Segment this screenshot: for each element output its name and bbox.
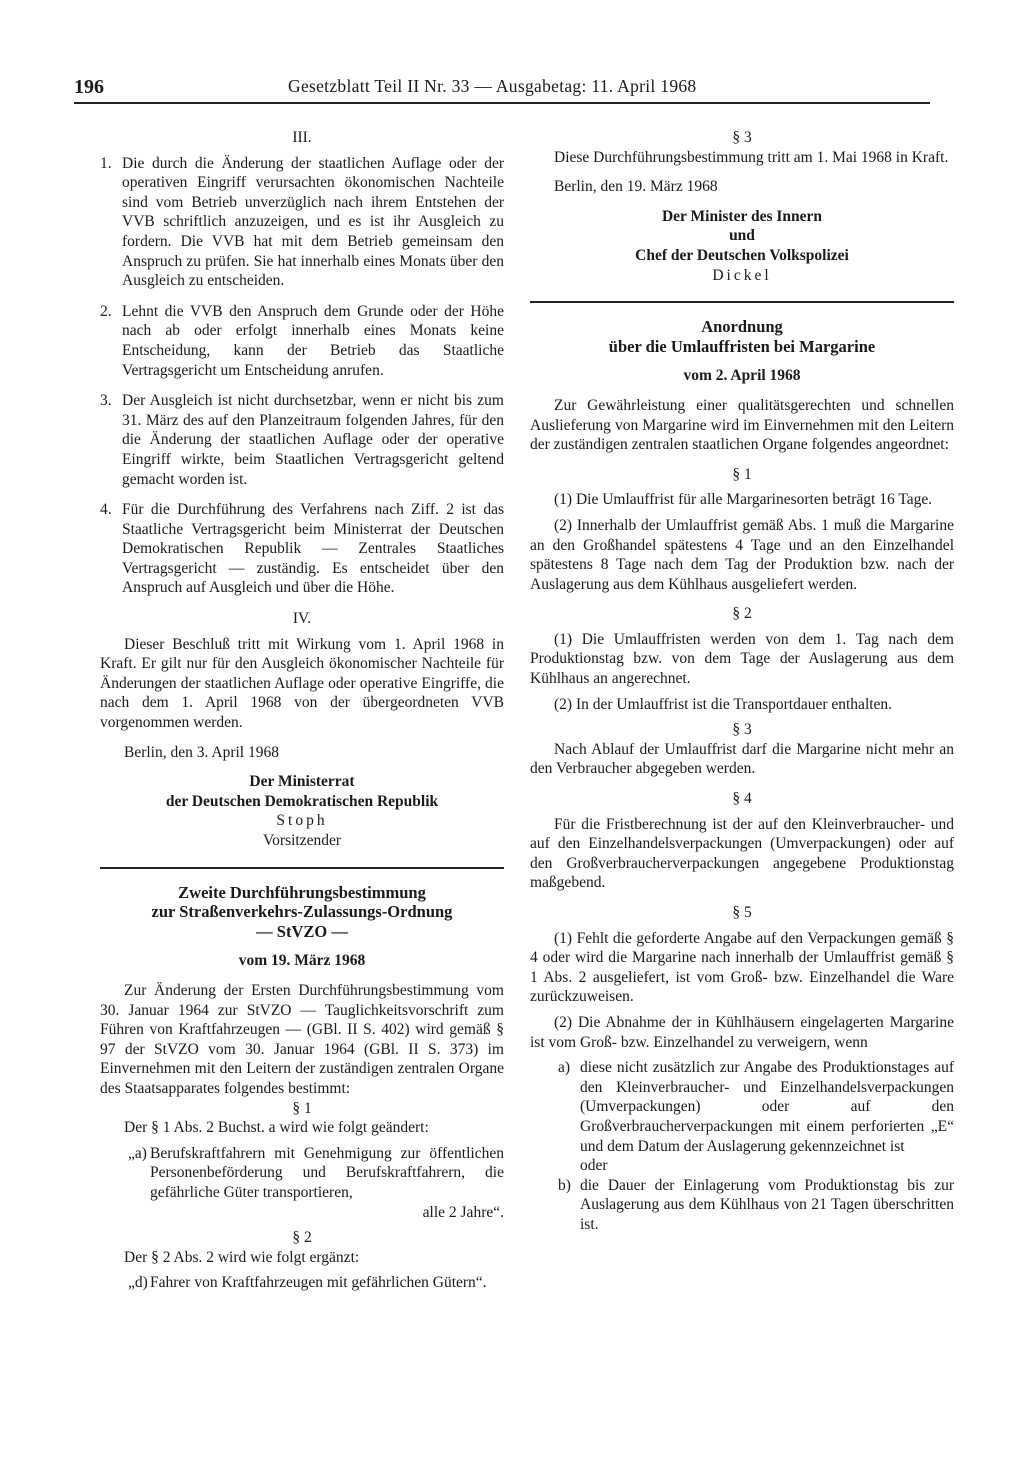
paragraph-text: Diese Durchführungsbestimmung tritt am 1. Mai 1968 in Kraft. <box>554 148 949 166</box>
document-title: — StVZO — <box>256 921 348 941</box>
item-label: b) <box>558 1176 571 1194</box>
item-number: 2. <box>100 302 112 320</box>
document-title: Zweite Durchführungsbestimmung <box>178 882 426 902</box>
paragraph-text: (1) Die Umlauffrist für alle Margarinesorten beträgt 16 Tage. <box>554 491 933 509</box>
page-header <box>74 76 930 104</box>
paragraph-sign: § 3 <box>732 721 752 739</box>
document-title: zur Straßenverkehrs-Zulassungs-Ordnung <box>151 902 453 922</box>
list-item <box>100 500 504 598</box>
item-number: 1. <box>100 154 112 172</box>
document-date: vom 19. März 1968 <box>238 952 366 970</box>
item-text: diese nicht zusätzlich zur Angabe des Produktionstages auf den Kleinverbraucher- und Einzelhandelsverpackungen (Umverpackungen) oder auf den Großverbraucherverpackungen mit einem perforierten „E“ und dem Datum der Auslagerung gekennzeichnet ist <box>580 1059 954 1155</box>
paragraph-sign: § 1 <box>732 465 752 483</box>
amendment-item <box>128 1144 504 1203</box>
signature-org: der Deutschen Demokratischen Republik <box>165 792 439 810</box>
paragraph-text: Der § 2 Abs. 2 wird wie folgt ergänzt: <box>124 1248 360 1266</box>
paragraph-text: (2) Innerhalb der Umlauffrist gemäß Abs. 1 muß die Margarine an den Großhandel spätestens 4 Tage und an den Einzelhandel spätestens 8 Tage nach dem Tag der Produktion bzw. nach der Auslagerung aus dem Kühlhaus ausgeliefert werden. <box>530 516 954 593</box>
paragraph-sign: § 3 <box>732 129 752 146</box>
item-text: die Dauer der Einlagerung vom Produktionstag bis zur Auslagerung aus dem Kühlhaus von 21 Tagen überschritten ist. <box>580 1176 954 1233</box>
document-title: Anordnung <box>701 317 783 337</box>
item-text: Der Ausgleich ist nicht durchsetzbar, wenn er nicht bis zum 31. März des auf den Planzeitraum folgenden Jahres, für den die Änderung der staatlichen Auflage oder der operative Eingriff wirkte, beim Staatlichen Vertragsgericht geltend gemacht worden ist. <box>122 392 504 488</box>
list-item <box>558 1058 954 1156</box>
place-date: Berlin, den 19. März 1968 <box>554 178 718 196</box>
section-divider <box>100 867 504 869</box>
signature-org: Der Ministerrat <box>249 773 355 791</box>
paragraph-text: (2) In der Umlauffrist ist die Transportdauer enthalten. <box>554 695 893 713</box>
signature-org: Chef der Deutschen Volkspolizei <box>635 246 849 264</box>
document-intro: Zur Gewährleistung einer qualitätsgerechten und schnellen Auslieferung von Margarine wird im Einvernehmen mit den Leitern der zuständigen zentralen staatlichen Organe folgendes angeordnet: <box>530 396 954 454</box>
conjunction: oder <box>580 1157 608 1175</box>
paragraph-text: Der § 1 Abs. 2 Buchst. a wird wie folgt geändert: <box>124 1119 429 1137</box>
section-heading-iv: IV. <box>292 610 312 628</box>
paragraph-text: (1) Fehlt die geforderte Angabe auf den Verpackungen gemäß § 4 oder wird die Margarine nach innerhalb der Umlauffrist gemäß § 1 Abs. 2 ausgeliefert, ist vom Groß- bzw. Einzelhandel die Ware zurückzuweisen. <box>530 929 954 1006</box>
signature-name: Dickel <box>712 266 772 284</box>
list-item <box>558 1176 954 1235</box>
amendment-tail: alle 2 Jahre“. <box>422 1203 504 1221</box>
item-label: a) <box>558 1059 571 1077</box>
document-intro: Zur Änderung der Ersten Durchführungsbestimmung vom 30. Januar 1964 zur StVZO — Tauglichkeitsvorschrift zum Führen von Kraftfahrzeugen — (GBl. II S. 402) wird gemäß § 97 der StVZO vom 30. Januar 1964 (GBl. II S. 373) im Einvernehmen mit den Leitern der zuständigen zentralen Organe des Staatsapparates folgendes bestimmt: <box>100 981 504 1097</box>
amendment-text: Fahrer von Kraftfahrzeugen mit gefährlichen Gütern“. <box>150 1274 487 1292</box>
paragraph-sign: § 1 <box>292 1099 312 1117</box>
amendment-label: „d) <box>128 1274 148 1292</box>
section-divider <box>530 301 954 303</box>
header-title: Gesetzblatt Teil II Nr. 33 — Ausgabetag: 11. April 1968 <box>288 76 697 96</box>
signature-org: und <box>729 227 755 245</box>
item-text: Für die Durchführung des Verfahrens nach Ziff. 2 ist das Staatliche Vertragsgericht beim Ministerrat der Deutschen Demokratischen Republik — Zentrales Staatliches Vertragsgericht — zuständig. Es entscheidet über den Anspruch auf Ausgleich und über die Höhe. <box>122 501 504 597</box>
amendment-label: „a) <box>128 1144 147 1162</box>
right-column <box>530 128 954 1235</box>
paragraph-sign: § 2 <box>732 605 752 623</box>
paragraph-text: Nach Ablauf der Umlauffrist darf die Margarine nicht mehr an den Verbraucher abgegeben werden. <box>530 740 954 778</box>
signature-title: Vorsitzender <box>262 832 342 849</box>
list-item <box>100 302 504 380</box>
section-heading-iii: III. <box>292 129 312 146</box>
paragraph-text: Für die Fristberechnung ist der auf den Kleinverbraucher- und auf den Einzelhandelsverpackungen (Umverpackungen) oder auf den Großverbraucherverpackungen angegebene Produktionstag maßgebend. <box>530 815 954 892</box>
paragraph-text: (1) Die Umlauffristen werden von dem 1. Tag nach dem Produktionstag bzw. von dem Tage der Auslagerung aus dem Kühlhaus an angerechnet. <box>530 630 954 688</box>
paragraph-sign: § 5 <box>732 904 752 921</box>
signature-org: Der Minister des Innern <box>661 207 823 225</box>
item-number: 4. <box>100 501 112 519</box>
amendment-item <box>128 1273 504 1293</box>
document-title: über die Umlauffristen bei Margarine <box>608 336 876 356</box>
item-text: Die durch die Änderung der staatlichen Auflage oder der operativen Eingriff verursachten ökonomischen Nachteile sind vom Betrieb unverzüglich nach ihrem Entstehen der VVB schriftlich anzuzeigen, und es ist ihr Ausgleich zu fordern. Die VVB hat mit dem Betrieb gemeinsam den Anspruch zu prüfen. Sie hat innerhalb eines Monats über den Ausgleich zu entscheiden. <box>122 154 504 290</box>
paragraph-sign: § 4 <box>732 790 752 808</box>
paragraph-text: (2) Die Abnahme der in Kühlhäusern eingelagerten Margarine ist vom Groß- bzw. Einzelhandel zu verweigern, wenn <box>530 1013 954 1051</box>
paragraph-sign: § 2 <box>292 1229 312 1247</box>
item-number: 3. <box>100 392 112 410</box>
amendment-text: Berufskraftfahrern mit Genehmigung zur öffentlichen Personenbeförderung und Berufskraftfahrern, die gefährliche Güter transportieren, <box>150 1144 504 1201</box>
list-item <box>100 391 504 489</box>
left-column <box>100 128 504 1293</box>
section-iv-text: Dieser Beschluß tritt mit Wirkung vom 1. April 1968 in Kraft. Er gilt nur für den Ausgleich ökonomischer Nachteile für Änderungen der staatlichen Auflage oder operative Eingriffe, die nach dem 1. April 1968 von der übergeordneten VVB vorgenommen werden. <box>100 635 504 732</box>
list-item <box>100 154 504 291</box>
page-number: 196 <box>74 76 104 98</box>
place-date: Berlin, den 3. April 1968 <box>124 743 279 761</box>
document-date: vom 2. April 1968 <box>683 367 801 385</box>
signature-name: Stoph <box>276 812 328 830</box>
item-text: Lehnt die VVB den Anspruch dem Grunde oder der Höhe nach ab oder erfolgt innerhalb eines Monats keine Entscheidung, kann der Betrieb das Staatliche Vertragsgericht um Entscheidung anrufen. <box>122 302 504 379</box>
